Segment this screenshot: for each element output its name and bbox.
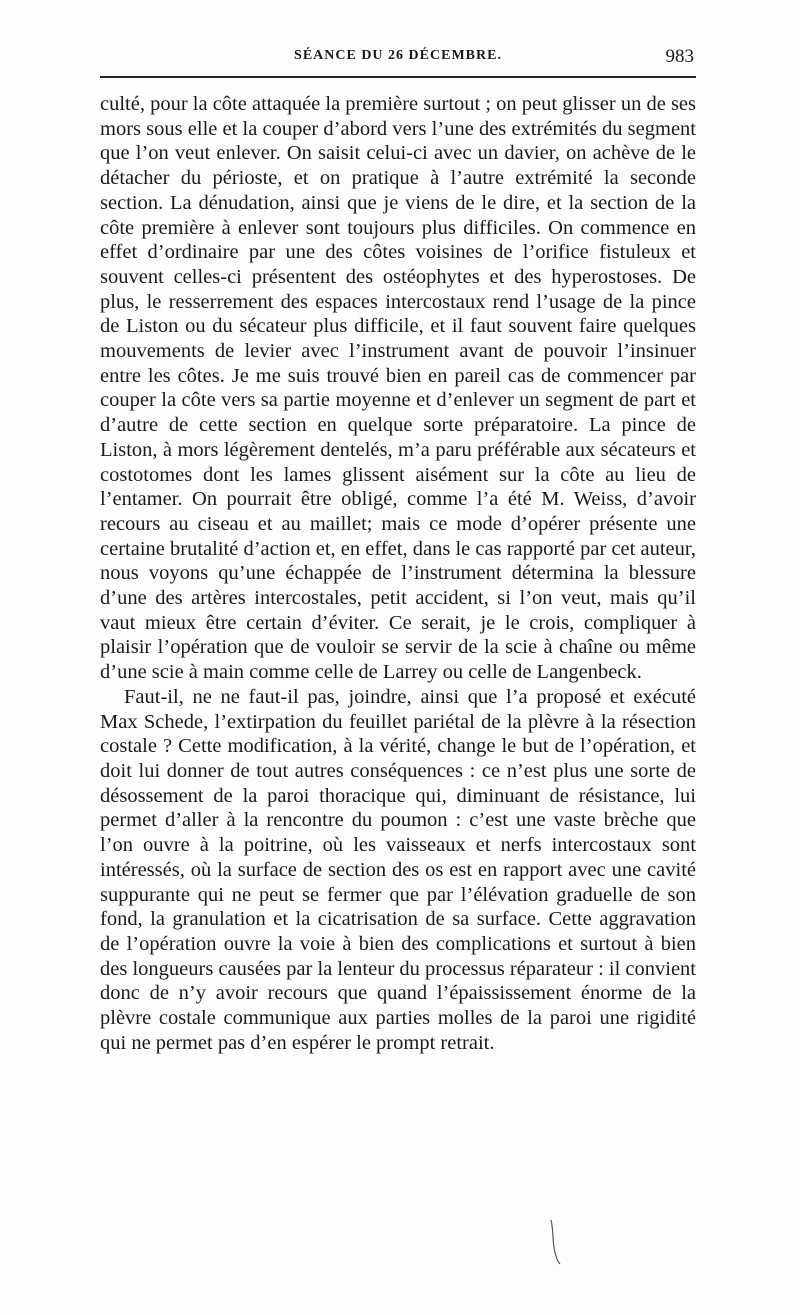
running-head — [100, 46, 696, 70]
page-number: 983 — [665, 46, 694, 67]
body-text — [100, 92, 696, 1055]
stray-ink-mark — [548, 1218, 562, 1266]
header-rule — [100, 76, 696, 78]
running-title: SÉANCE DU 26 DÉCEMBRE. — [294, 48, 502, 63]
paragraph-1: culté, pour la côte attaquée la première surtout ; on peut glisser un de ses mors sous elle et la couper d’abord vers l’une des extrémités du segment que l’on veut enlever. On saisit celui-ci avec un davier, on achève de le détacher du périoste, et on pratique à l’autre extrémité la seconde section. La dénudation, ainsi que je viens de le dire, et la section de la côte première à enlever sont toujours plus difficiles. On commence en effet d’ordinaire par une des côtes voisines de l’orifice fistuleux et souvent celles-ci présentent des ostéophytes et des hyperostoses. De plus, le resserrement des espaces intercostaux rend l’usage de la pince de Liston ou du sécateur plus difficile, et il faut souvent faire quelques mouvements de levier avec l’instrument avant de pouvoir l’insinuer entre les côtes. Je me suis trouvé bien en pareil cas de commencer par couper la côte vers sa partie moyenne et d’enlever un segment de part et d’autre de cette section en quelque sorte préparatoire. La pince de Liston, à mors légèrement dentelés, m’a paru préférable aux sécateurs et costotomes dont les lames glissent aisément sur la côte au lieu de l’entamer. On pourrait être obligé, comme l’a été M. Weiss, d’avoir recours au ciseau et au maillet; mais ce mode d’opérer présente une certaine brutalité d’action et, en effet, dans le cas rapporté par cet auteur, nous voyons qu’une échappée de l’instrument détermina la blessure d’une des artères intercostales, petit accident, si l’on veut, mais qu’il vaut mieux être certain d’éviter. Ce serait, je le crois, compliquer à plaisir l’opération que de vouloir se servir de la scie à chaîne ou même d’une scie à main comme celle de Larrey ou celle de Langenbeck. — [100, 93, 697, 684]
paragraph-2: Faut-il, ne ne faut-il pas, joindre, ainsi que l’a proposé et exécuté Max Schede, l’extirpation du feuillet pariétal de la plèvre à la résection costale ? Cette modification, à la vérité, change le but de l’opération, et doit lui donner de tout autres conséquences : ce n’est plus une sorte de désossement de la paroi thoracique qui, diminuant de résistance, lui permet d’aller à la rencontre du poumon : c’est une vaste brèche que l’on ouvre à la poitrine, où les vaisseaux et nerfs intercostaux sont intéressés, où la surface de section des os est en rapport avec une cavité suppurante qui ne peut se fermer que par l’élévation graduelle de son fond, la granulation et la cicatrisation de sa surface. Cette aggravation de l’opération ouvre la voie à bien des complications et surtout à bien des longueurs causées par la lenteur du processus réparateur : il convient donc de n’y avoir recours que quand l’épaississement énorme de la plèvre costale communique aux parties molles de la paroi une rigidité qui ne permet pas d’en espérer le prompt retrait. — [100, 685, 696, 1054]
